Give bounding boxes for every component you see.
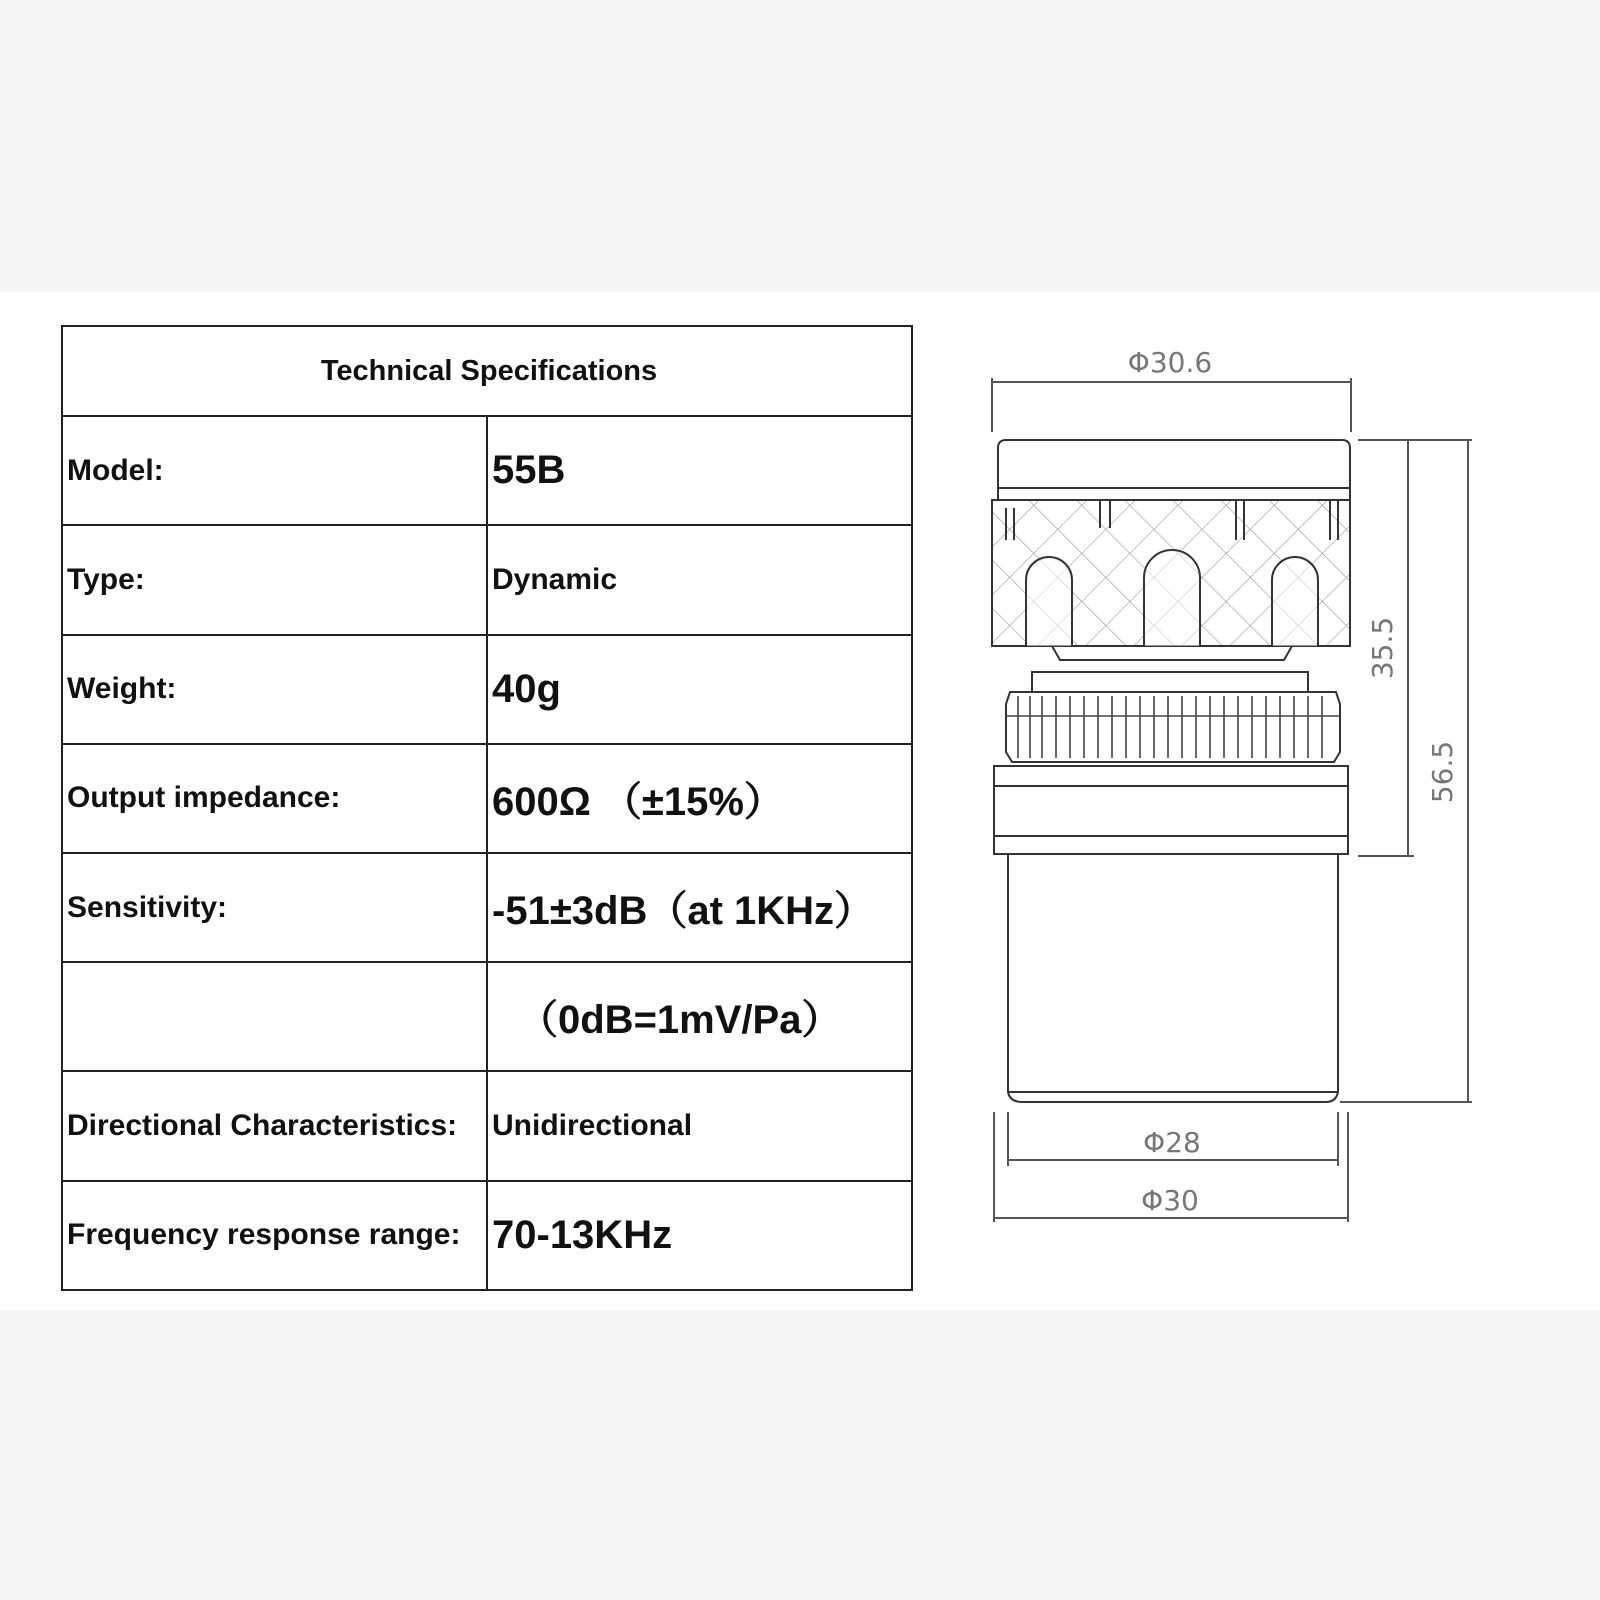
capsule-neck bbox=[1032, 646, 1308, 692]
row-value-model: 55B bbox=[487, 416, 912, 525]
capsule-body bbox=[1008, 854, 1338, 1102]
label-inner-diameter: Φ28 bbox=[1143, 1126, 1201, 1159]
row-label-directional: Directional Characteristics: bbox=[62, 1071, 487, 1180]
row-value-frequency: 70-13KHz bbox=[487, 1181, 912, 1290]
row-label-weight: Weight: bbox=[62, 635, 487, 744]
ribbed-ring bbox=[1006, 692, 1340, 762]
row-label-sensitivity: Sensitivity: bbox=[62, 853, 487, 962]
capsule-cap bbox=[998, 440, 1350, 500]
label-base-diameter: Φ30 bbox=[1141, 1184, 1199, 1217]
row-label-type: Type: bbox=[62, 525, 487, 634]
row-value-type: Dynamic bbox=[487, 525, 912, 634]
row-label-impedance: Output impedance: bbox=[62, 744, 487, 853]
grille-mesh bbox=[992, 500, 1350, 646]
label-top-diameter: Φ30.6 bbox=[1127, 346, 1213, 379]
dimension-top-diameter bbox=[992, 378, 1351, 432]
row-value-sensitivity: -51±3dB（at 1KHz） bbox=[487, 853, 912, 962]
spec-table-title: Technical Specifications bbox=[62, 326, 912, 416]
label-total-height: 56.5 bbox=[1426, 740, 1459, 804]
row-value-reference: （0dB=1mV/Pa） bbox=[487, 962, 912, 1071]
label-head-height: 35.5 bbox=[1366, 616, 1399, 680]
row-label-frequency: Frequency response range: bbox=[62, 1181, 487, 1290]
row-label-model: Model: bbox=[62, 416, 487, 525]
row-value-directional: Unidirectional bbox=[487, 1071, 912, 1180]
row-value-weight: 40g bbox=[487, 635, 912, 744]
row-value-impedance: 600Ω （±15%） bbox=[487, 744, 912, 853]
capsule-body-band bbox=[994, 766, 1348, 854]
